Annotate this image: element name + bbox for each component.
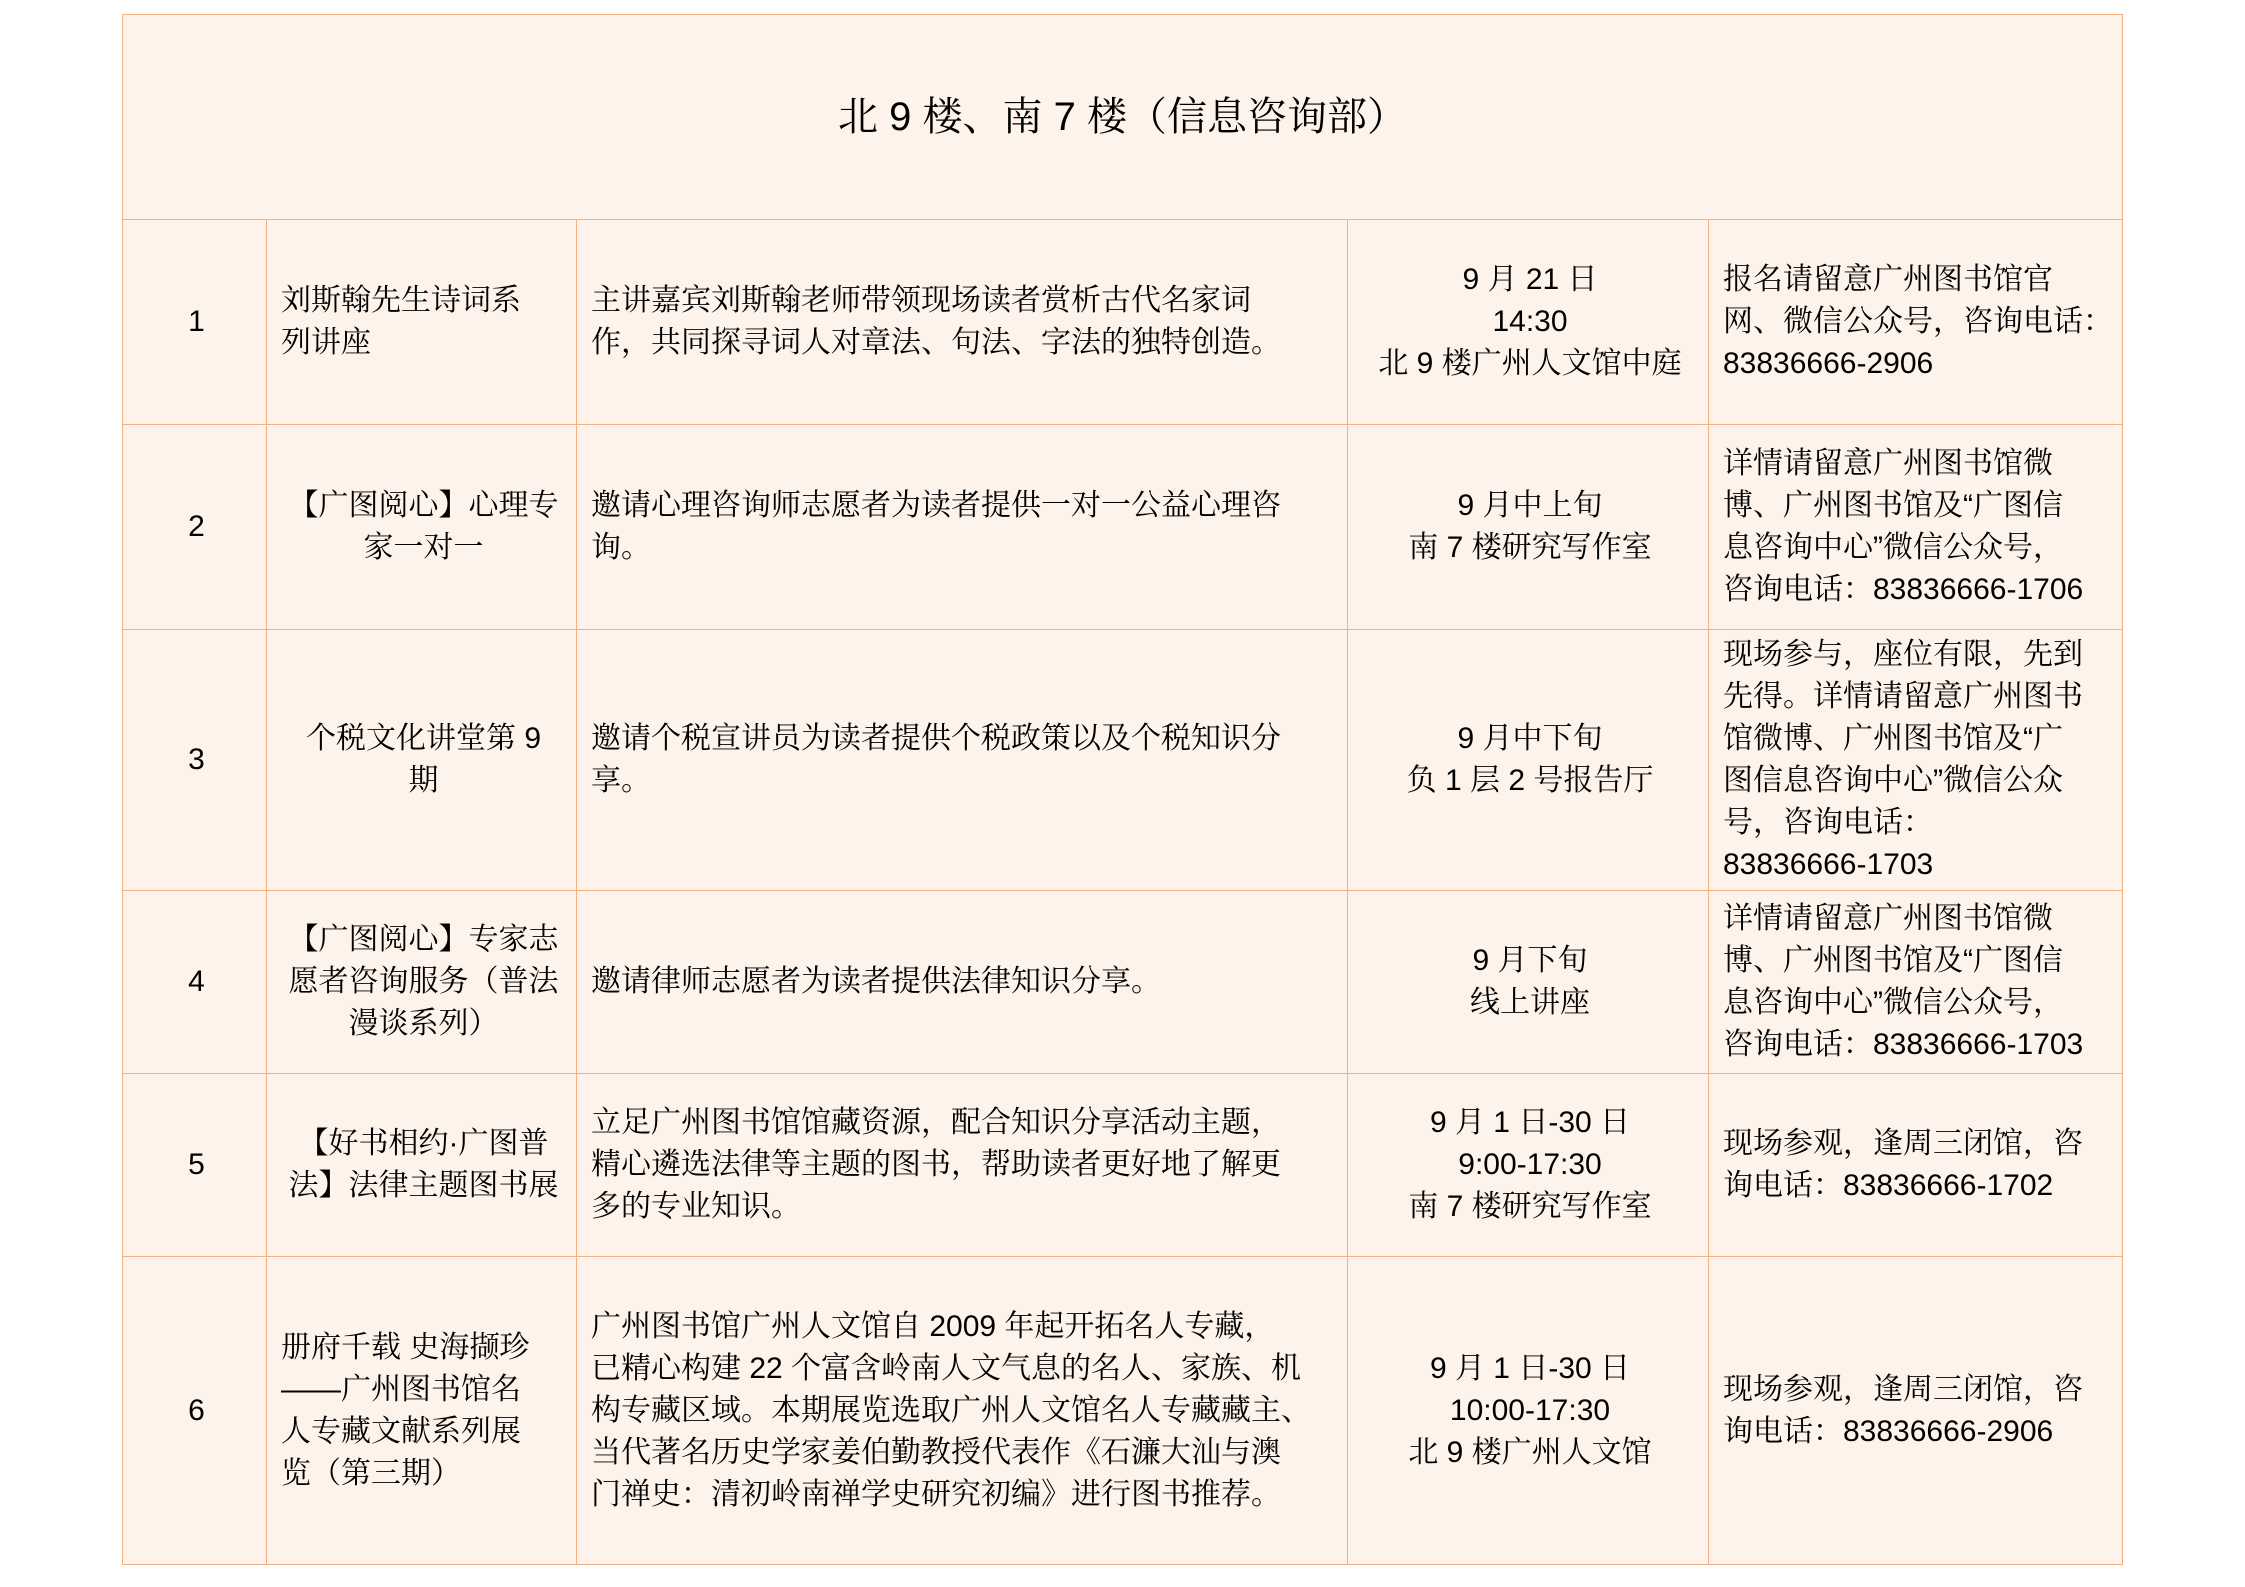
activity-contact — [1709, 630, 2123, 891]
activity-description-line: 邀请律师志愿者为读者提供法律知识分享。 — [591, 965, 1161, 998]
activity-contact-line: 报名请留意广州图书馆官 — [1723, 263, 2053, 296]
activity-time-place — [1348, 220, 1709, 425]
activity-description-line: 构专藏区域。本期展览选取广州人文馆名人专藏藏主、 — [591, 1393, 1311, 1427]
activity-contact-line: 号，咨询电话： — [1723, 806, 1933, 839]
activity-title-line: 列讲座 — [281, 326, 371, 359]
activity-title-line: 刘斯翰先生诗词系 — [281, 284, 521, 317]
item-number — [123, 220, 267, 425]
table-row — [123, 630, 2123, 891]
activity-contact-line: 详情请留意广州图书馆微 — [1723, 447, 2053, 480]
activity-time-place-line: 南 7 楼研究写作室 — [1408, 1190, 1652, 1223]
activity-title — [267, 891, 577, 1074]
activity-contact-line: 博、广州图书馆及“广图信 — [1723, 489, 2063, 522]
table-row — [123, 1074, 2123, 1257]
table-header-row — [123, 15, 2123, 220]
activity-title — [267, 1257, 577, 1565]
activity-time-place-line: 10:00-17:30 — [1449, 1393, 1611, 1427]
activity-description — [577, 1074, 1348, 1257]
table-row — [123, 425, 2123, 630]
item-number-value: 5 — [188, 1148, 205, 1181]
activity-contact-line: 现场参与，座位有限，先到 — [1723, 638, 2083, 671]
table-row — [123, 220, 2123, 425]
activity-description-line: 立足广州图书馆馆藏资源，配合知识分享活动主题， — [591, 1106, 1281, 1139]
activity-title — [267, 220, 577, 425]
activity-time-place-line: 9 月 1 日-30 日 — [1429, 1351, 1631, 1385]
activity-description-line: 精心遴选法律等主题的图书，帮助读者更好地了解更 — [591, 1148, 1281, 1181]
activity-description — [577, 1257, 1348, 1565]
activity-description-line: 作，共同探寻词人对章法、句法、字法的独特创造。 — [591, 326, 1281, 359]
activity-time-place-line: 14:30 — [1492, 305, 1568, 338]
activity-contact-line: 83836666-2906 — [1723, 347, 1934, 380]
activity-description — [577, 425, 1348, 630]
item-number-value: 2 — [188, 510, 205, 543]
item-number — [123, 891, 267, 1074]
activity-time-place-line: 9 月 21 日 — [1462, 263, 1598, 296]
activity-description-line: 邀请心理咨询师志愿者为读者提供一对一公益心理咨 — [591, 489, 1281, 522]
activity-title-line: 【广图阅心】专家志 — [288, 923, 559, 956]
item-number-value: 6 — [188, 1393, 205, 1427]
activity-time-place-line: 北 9 楼广州人文馆中庭 — [1378, 347, 1682, 380]
activity-title — [267, 630, 577, 891]
activity-contact — [1709, 425, 2123, 630]
activity-contact-line: 息咨询中心”微信公众号， — [1723, 531, 2063, 564]
item-number — [123, 425, 267, 630]
activity-time-place — [1348, 425, 1709, 630]
activity-description-line: 门禅史：清初岭南禅学史研究初编》进行图书推荐。 — [591, 1477, 1281, 1511]
activity-description-line: 询。 — [591, 531, 651, 564]
activity-description-line: 主讲嘉宾刘斯翰老师带领现场读者赏析古代名家词 — [591, 284, 1251, 317]
activity-title-line: 览（第三期） — [281, 1456, 461, 1490]
activity-contact-line: 咨询电话：83836666-1706 — [1723, 573, 2084, 606]
activity-contact — [1709, 220, 2123, 425]
activity-contact-line: 详情请留意广州图书馆微 — [1723, 902, 2053, 935]
activity-title-line: 个税文化讲堂第 9 — [305, 722, 542, 755]
activity-title-line: 漫谈系列） — [348, 1007, 499, 1040]
activity-time-place-line: 南 7 楼研究写作室 — [1408, 531, 1652, 564]
activity-description-line: 多的专业知识。 — [591, 1190, 801, 1223]
activity-contact — [1709, 1074, 2123, 1257]
activity-description-line: 邀请个税宣讲员为读者提供个税政策以及个税知识分 — [591, 722, 1281, 755]
activity-description — [577, 891, 1348, 1074]
activity-description-line: 享。 — [591, 764, 651, 797]
activity-title-line: 愿者咨询服务（普法 — [288, 965, 559, 998]
activity-title-line: 册府千载 史海撷珍 — [281, 1330, 530, 1364]
activity-title-line: 人专藏文献系列展 — [281, 1414, 521, 1448]
activity-schedule-table — [122, 14, 2123, 1565]
activity-contact-line: 图信息咨询中心”微信公众 — [1723, 764, 2063, 797]
activity-time-place-line: 北 9 楼广州人文馆 — [1408, 1435, 1652, 1469]
table-row — [123, 1257, 2123, 1565]
item-number — [123, 1257, 267, 1565]
item-number-value: 3 — [188, 743, 205, 776]
activity-title-line: 【好书相约·广图普 — [298, 1127, 549, 1160]
activity-contact-line: 咨询电话：83836666-1703 — [1723, 1028, 2084, 1061]
activity-title-line: 法】法律主题图书展 — [288, 1169, 559, 1202]
item-number — [123, 1074, 267, 1257]
activity-title-line: ——广州图书馆名 — [281, 1372, 521, 1406]
activity-contact-line: 现场参观，逢周三闭馆，咨 — [1723, 1127, 2083, 1160]
activity-time-place — [1348, 630, 1709, 891]
activity-time-place — [1348, 1257, 1709, 1565]
activity-contact-line: 博、广州图书馆及“广图信 — [1723, 944, 2063, 977]
activity-contact-line: 馆微博、广州图书馆及“广 — [1723, 722, 2063, 755]
activity-contact — [1709, 891, 2123, 1074]
table-body — [123, 220, 2123, 1565]
activity-time-place-line: 9 月 1 日-30 日 — [1429, 1106, 1631, 1139]
activity-contact-line: 息咨询中心”微信公众号， — [1723, 986, 2063, 1019]
activity-contact-line: 询电话：83836666-1702 — [1723, 1169, 2054, 1202]
activity-time-place-line: 9 月中上旬 — [1457, 489, 1603, 522]
activity-contact — [1709, 1257, 2123, 1565]
activity-time-place-line: 负 1 层 2 号报告厅 — [1406, 764, 1654, 797]
activity-time-place-line: 9:00-17:30 — [1458, 1148, 1602, 1181]
activity-time-place — [1348, 891, 1709, 1074]
item-number-value: 4 — [188, 965, 205, 998]
activity-contact-line: 现场参观，逢周三闭馆，咨 — [1723, 1372, 2083, 1406]
activity-title-line: 期 — [408, 764, 439, 797]
activity-title-line: 【广图阅心】心理专 — [288, 489, 559, 522]
activity-title — [267, 1074, 577, 1257]
table-row — [123, 891, 2123, 1074]
activity-time-place — [1348, 1074, 1709, 1257]
activity-time-place-line: 9 月下旬 — [1472, 944, 1588, 977]
activity-contact-line: 询电话：83836666-2906 — [1723, 1414, 2054, 1448]
activity-description-line: 当代著名历史学家姜伯勤教授代表作《石濂大汕与澳 — [591, 1435, 1281, 1469]
activity-time-place-line: 9 月中下旬 — [1457, 722, 1603, 755]
activity-contact-line: 83836666-1703 — [1723, 848, 1934, 881]
activity-title — [267, 425, 577, 630]
table-header-title: 北 9 楼、南 7 楼（信息咨询部） — [123, 15, 2123, 220]
activity-contact-line: 先得。详情请留意广州图书 — [1723, 680, 2083, 713]
activity-contact-line: 网、微信公众号，咨询电话： — [1723, 305, 2113, 338]
activity-time-place-line: 线上讲座 — [1470, 986, 1590, 1019]
activity-title-line: 家一对一 — [363, 531, 484, 564]
activity-description — [577, 220, 1348, 425]
activity-description-line: 广州图书馆广州人文馆自 2009 年起开拓名人专藏， — [591, 1309, 1275, 1343]
item-number — [123, 630, 267, 891]
activity-description-line: 已精心构建 22 个富含岭南人文气息的名人、家族、机 — [591, 1351, 1302, 1385]
item-number-value: 1 — [188, 305, 205, 338]
activity-description — [577, 630, 1348, 891]
